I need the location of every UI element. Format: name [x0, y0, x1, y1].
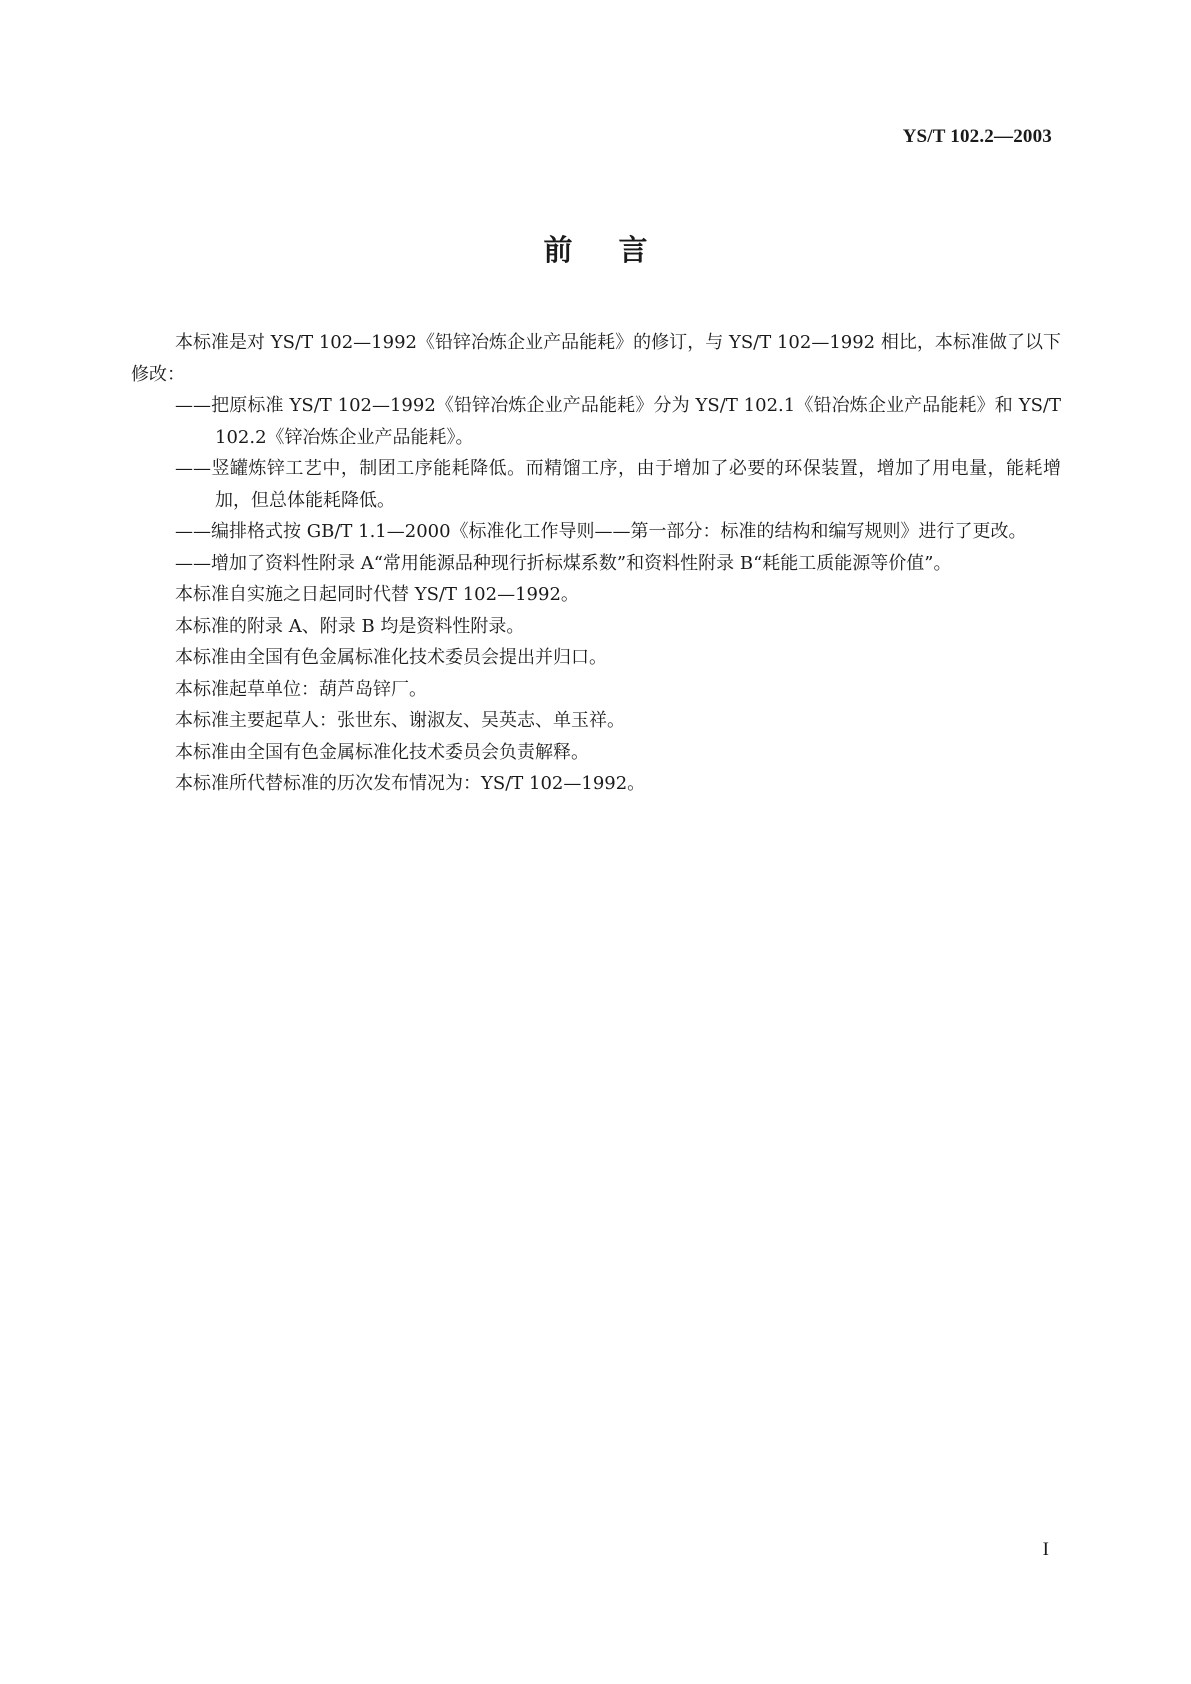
change-item: ——竖罐炼锌工艺中，制团工序能耗降低。而精馏工序，由于增加了必要的环保装置，增加了用电量，能耗增加，但总体能耗降低。 [175, 458, 1061, 511]
statement-paragraph: 本标准起草单位：葫芦岛锌厂。 [175, 678, 427, 700]
statement-paragraph: 本标准由全国有色金属标准化技术委员会负责解释。 [175, 741, 589, 763]
intro-paragraph: 本标准是对 YS/T 102—1992《铅锌冶炼企业产品能耗》的修订，与 YS/T 102—1992 相比，本标准做了以下修改： [131, 332, 1061, 385]
change-item: ——增加了资料性附录 A“常用能源品种现行折标煤系数”和资料性附录 B“耗能工质能源等价值”。 [175, 552, 952, 574]
change-item: ——把原标准 YS/T 102—1992《铅锌冶炼企业产品能耗》分为 YS/T 102.1《铅冶炼企业产品能耗》和 YS/T 102.2《锌冶炼企业产品能耗》。 [175, 395, 1061, 448]
statement-paragraph: 本标准由全国有色金属标准化技术委员会提出并归口。 [175, 647, 607, 668]
page-title: 前言 [543, 233, 694, 267]
statement-paragraph: 本标准主要起草人：张世东、谢淑友、吴英志、单玉祥。 [175, 710, 625, 731]
standard-code: YS/T 102.2—2003 [902, 126, 1052, 147]
page-number: I [1042, 1539, 1049, 1560]
statement-paragraph: 本标准所代替标准的历次发布情况为：YS/T 102—1992。 [175, 773, 646, 794]
statement-paragraph: 本标准自实施之日起同时代替 YS/T 102—1992。 [175, 584, 579, 605]
change-item: ——编排格式按 GB/T 1.1—2000《标准化工作导则——第一部分：标准的结构和编写规则》进行了更改。 [175, 521, 1027, 542]
statement-paragraph: 本标准的附录 A、附录 B 均是资料性附录。 [175, 615, 525, 637]
foreword-body [131, 327, 1061, 800]
